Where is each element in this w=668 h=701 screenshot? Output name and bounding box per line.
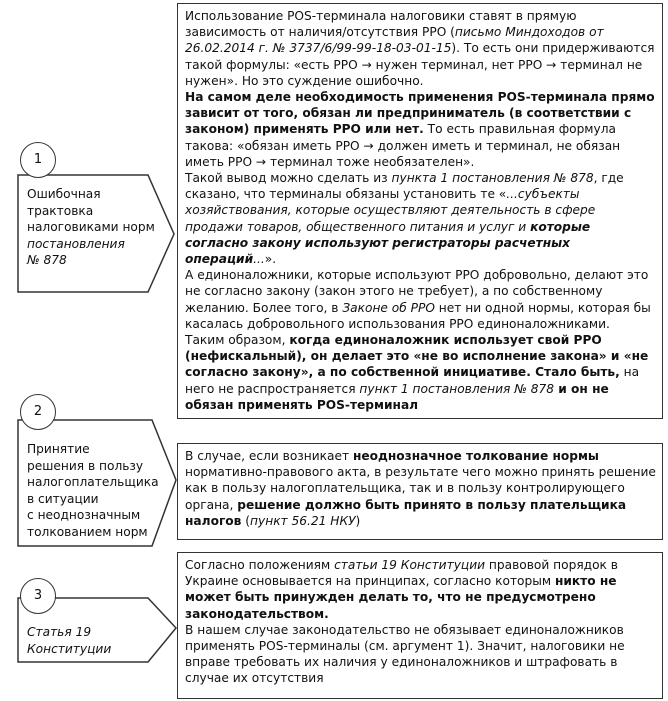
text: нормативно-правового акта, в результате чего можно принять решение как в пользу налогоплательщика, так и в пользу контролирующего органа, — [185, 465, 656, 512]
argument-1-box — [177, 3, 663, 419]
argument-2-box — [177, 443, 663, 540]
arrow-2-label: Принятие решения в пользу налогоплательщика в ситуации с неоднозначным толкованием норм — [27, 442, 159, 539]
text: , где сказано, что терминалы обязаны установить те « — [185, 171, 624, 202]
bold-conclusion-end: и он не обязан применять POS-терминал — [185, 381, 609, 412]
step-number-1: 1 — [20, 142, 56, 178]
quote-ellipsis: ... — [253, 252, 265, 267]
text: Таким образом, — [185, 333, 290, 348]
step-number-2: 2 — [20, 394, 56, 430]
bold-principle: никто не может быть принужден делать то, что не предусмотрено законодательством. — [185, 574, 617, 621]
step-number-3: 3 — [20, 578, 56, 614]
argument-3-box — [177, 552, 663, 699]
bold-term: неоднозначное толкование нормы — [352, 449, 599, 463]
text: на него не распространяется — [185, 365, 640, 396]
text: ». — [264, 252, 277, 267]
text: ) — [355, 513, 361, 528]
arrow-1-label: Ошибочная трактовка налоговиками норм постановления № 878 — [27, 187, 155, 267]
text: ( — [241, 513, 251, 528]
text: правовой порядок в Украине основывается на принципах, согласно которым — [185, 558, 618, 589]
constitution-citation: статьи 19 Конституции — [334, 558, 486, 572]
text: А единоналожники, которые используют РРО добровольно, делают это не согласно закону (закон этого не требует), а по собственному желанию. Более того, в — [185, 268, 649, 315]
bold-conclusion: когда единоналожник использует свой РРО (нефискальный), он делает это «не во исполнение закона» и «не согласно закону», а по собственной инициативе. Стало быть, — [185, 333, 649, 380]
text: В случае, если возникает — [185, 449, 353, 463]
quote-bold: которые согласно закону используют регистраторы расчетных операций — [185, 219, 591, 267]
resolution-citation: пункта 1 постановления № 878 — [391, 171, 594, 186]
tax-code-citation: пункт 56.21 НКУ — [250, 513, 356, 528]
letter-citation: письмо Миндоходов от 26.02.2014 г. № 3737/6/99-99-18-03-01-15 — [185, 25, 604, 56]
bold-statement: На самом деле необходимость применения POS-терминала прямо зависит от того, обязан ли предприниматель (в соответствии с законом) применять РРО или нет. — [185, 90, 655, 137]
law-citation: Законе об РРО — [342, 300, 435, 315]
text: То есть правильная формула такова: «обязан иметь РРО → должен иметь и терминал, не обязан иметь РРО → терминал тоже необязателен». — [185, 122, 621, 169]
text: Использование POS-терминала налоговики ставят в прямую зависимость от наличия/отсутствия РРО ( — [185, 9, 577, 40]
text: нет ни одной нормы, которая бы касалась добровольного использования РРО единоналожниками. — [185, 300, 651, 331]
text: В нашем случае законодательство не обязывает единоналожников применять POS-терминалы (см. аргумент 1). Значит, налоговики не вправе требовать их наличия у единоналожников и штрафовать в случае их отсутствия — [185, 622, 625, 686]
resolution-citation: пункт 1 постановления № 878 — [359, 381, 555, 396]
text: Такой вывод можно сделать из — [185, 171, 392, 186]
arrow-3-label: Статья 19 Конституции — [27, 625, 112, 656]
text: ). То есть они придерживаются такой формулы: «есть РРО → нужен терминал, нет РРО → терминал не нужен». Но это суждение ошибочно. — [185, 41, 655, 88]
quote: ...субъекты хозяйствования, которые осуществляют деятельность в сфере продажи товаров, общественного питания и услуг и — [185, 187, 596, 234]
text: Согласно положениям — [185, 558, 335, 572]
bold-decision: решение должно быть принято в пользу плательщика налогов — [185, 497, 627, 528]
